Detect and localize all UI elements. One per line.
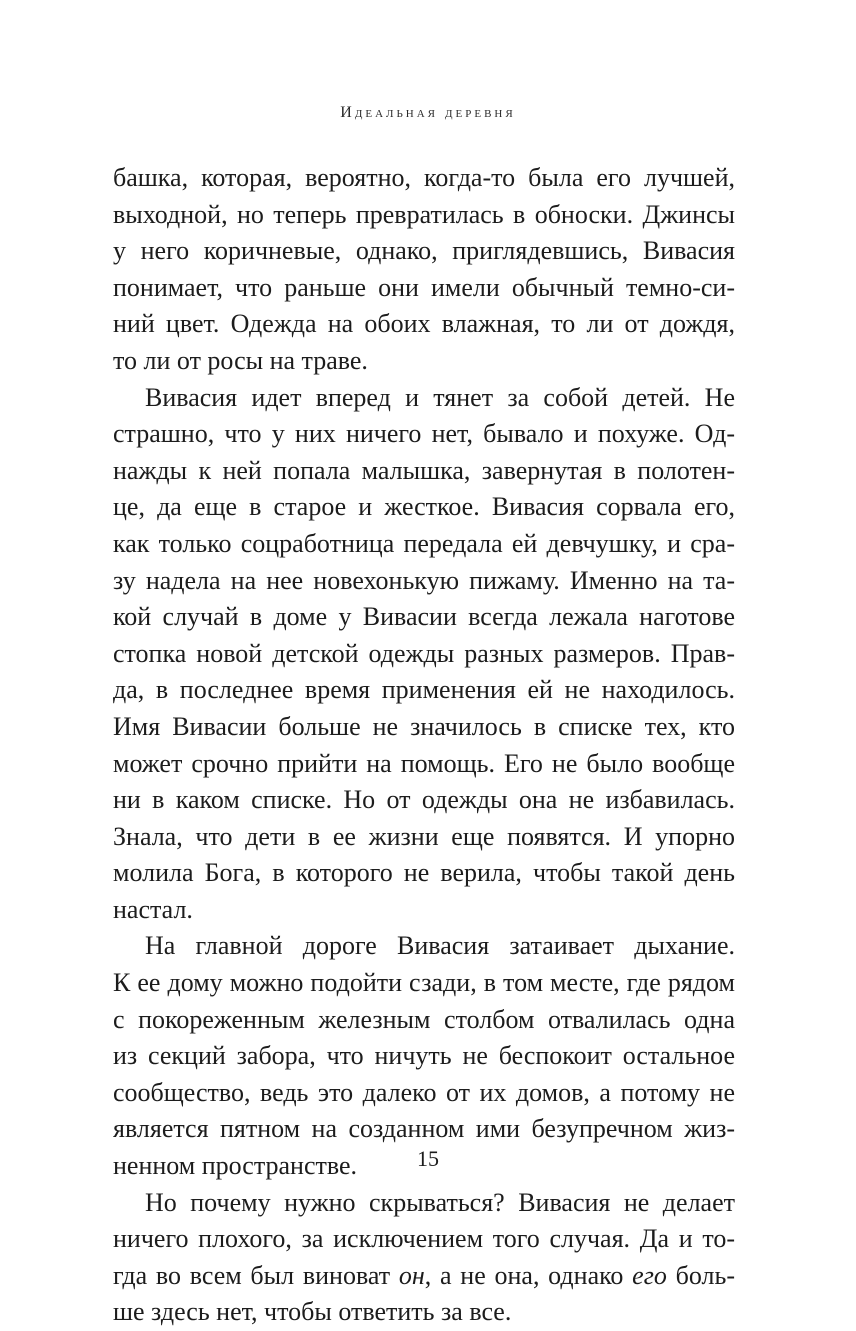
italic-word: его: [632, 1260, 667, 1290]
text-line: сообщество, ведь это далеко от их домов, а потому не: [113, 1077, 735, 1107]
text-line: кой случай в доме у Вивасии всегда лежала наготове: [113, 602, 735, 632]
text-line: является пятном на созданном ими безупречном жиз-: [113, 1114, 735, 1144]
page-number: 15: [417, 1146, 439, 1171]
text-line: ничего плохого, за исключением того случая. Да и то-: [113, 1224, 735, 1254]
text-line: стопка новой детской одежды разных размеров. Прав-: [113, 638, 735, 668]
text-line: К ее дому можно подойти сзади, в том месте, где рядом: [113, 968, 735, 998]
text-line: нажды к ней попала малышка, завернутая в полотен-: [113, 455, 735, 485]
text-line: ненном пространстве.: [113, 1151, 358, 1181]
paragraph-first-line: На главной дороге Вивасия затаивает дыхание.: [145, 931, 735, 961]
text-line: ни в каком списке. Но от одежды она не избавилась.: [113, 785, 735, 815]
text-line: может срочно прийти на помощь. Его не было вообще: [113, 748, 735, 778]
text-segment: , а не она, однако: [424, 1260, 633, 1290]
text-line: из секций забора, что ничуть не беспокоит остальное: [113, 1041, 735, 1071]
text-line: ше здесь нет, чтобы ответить за все.: [113, 1297, 512, 1327]
text-line: то ли от росы на траве.: [113, 345, 368, 375]
text-segment: боль-: [666, 1260, 735, 1290]
paragraph-first-line: башка, которая, вероятно, когда-то была его лучшей,: [113, 163, 735, 192]
text-line: [113, 1258, 735, 1295]
text-line: це, да еще в старое и жесткое. Вивасия сорвала его,: [113, 492, 735, 522]
text-line: настал.: [113, 894, 193, 924]
running-head: Идеальная деревня: [340, 104, 516, 121]
italic-word: он: [398, 1260, 425, 1290]
paragraph-first-line: Но почему нужно скрываться? Вивасия не делает: [145, 1187, 735, 1217]
text-line: да, в последнее время применения ей не находилось.: [113, 675, 735, 705]
paragraph-first-line: Вивасия идет вперед и тянет за собой детей. Не: [145, 382, 735, 412]
text-line: молила Бога, в которого не верила, чтобы такой день: [113, 858, 735, 888]
text-line: зу надела на нее новехонькую пижаму. Именно на та-: [113, 565, 735, 595]
text-line: Знала, что дети в ее жизни еще появятся. И упорно: [113, 821, 735, 851]
text-line: страшно, что у них ничего нет, бывало и похуже. Од-: [113, 419, 735, 449]
text-line: выходной, но теперь превратилась в обноски. Джинсы: [113, 199, 735, 229]
text-line: ний цвет. Одежда на обоих влажная, то ли от дождя,: [113, 309, 735, 339]
text-line: у него коричневые, однако, приглядевшись, Вивасия: [113, 236, 735, 266]
text-line: понимает, что раньше они имели обычный темно-си-: [113, 272, 735, 302]
text-line: Имя Вивасии больше не значилось в списке тех, кто: [113, 711, 735, 741]
text-segment: гда во всем был виноват: [113, 1260, 399, 1290]
text-line: как только соцработница передала ей девчушку, и сра-: [113, 528, 735, 558]
text-line: с покореженным железным столбом отвалилась одна: [113, 1004, 735, 1034]
